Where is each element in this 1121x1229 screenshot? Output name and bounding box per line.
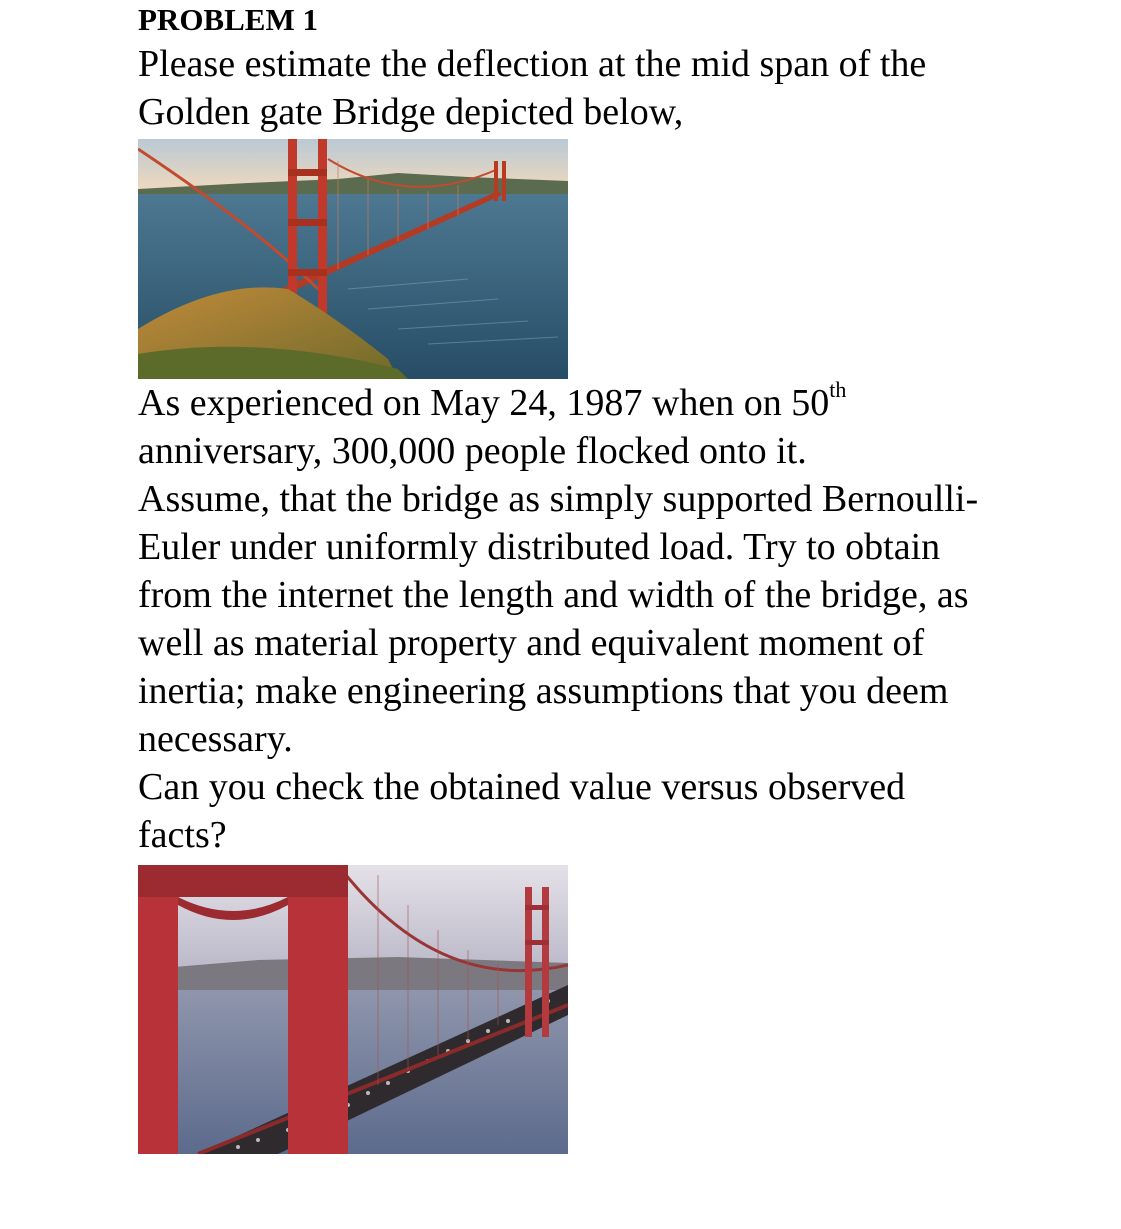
assume-line-6: necessary. bbox=[138, 718, 293, 760]
assume-line-2: Euler under uniformly distributed load. Try to obtain bbox=[138, 526, 941, 568]
event-text: As experienced on May 24, 1987 when on 50 bbox=[138, 382, 830, 424]
intro-line-2: Golden gate Bridge depicted below, bbox=[138, 91, 684, 133]
document-page bbox=[138, 0, 1098, 1154]
event-line-2: anniversary, 300,000 people flocked onto it. bbox=[138, 430, 807, 472]
assume-line-1: Assume, that the bridge as simply supported Bernoulli- bbox=[138, 478, 979, 520]
check-line-2: facts? bbox=[138, 814, 227, 856]
golden-gate-bridge-photo bbox=[138, 139, 568, 379]
assume-line-4: well as material property and equivalent moment of bbox=[138, 622, 925, 664]
check-line-1: Can you check the obtained value versus observed bbox=[138, 766, 906, 808]
problem-title: PROBLEM 1 bbox=[138, 2, 318, 37]
ordinal-superscript: th bbox=[829, 377, 847, 402]
event-line-1 bbox=[138, 379, 1098, 427]
assume-line-5: inertia; make engineering assumptions that you deem bbox=[138, 670, 949, 712]
intro-line-1: Please estimate the deflection at the mid span of the bbox=[138, 43, 927, 85]
crowd-on-bridge-photo bbox=[138, 865, 568, 1154]
assume-line-3: from the internet the length and width of the bridge, as bbox=[138, 574, 969, 616]
